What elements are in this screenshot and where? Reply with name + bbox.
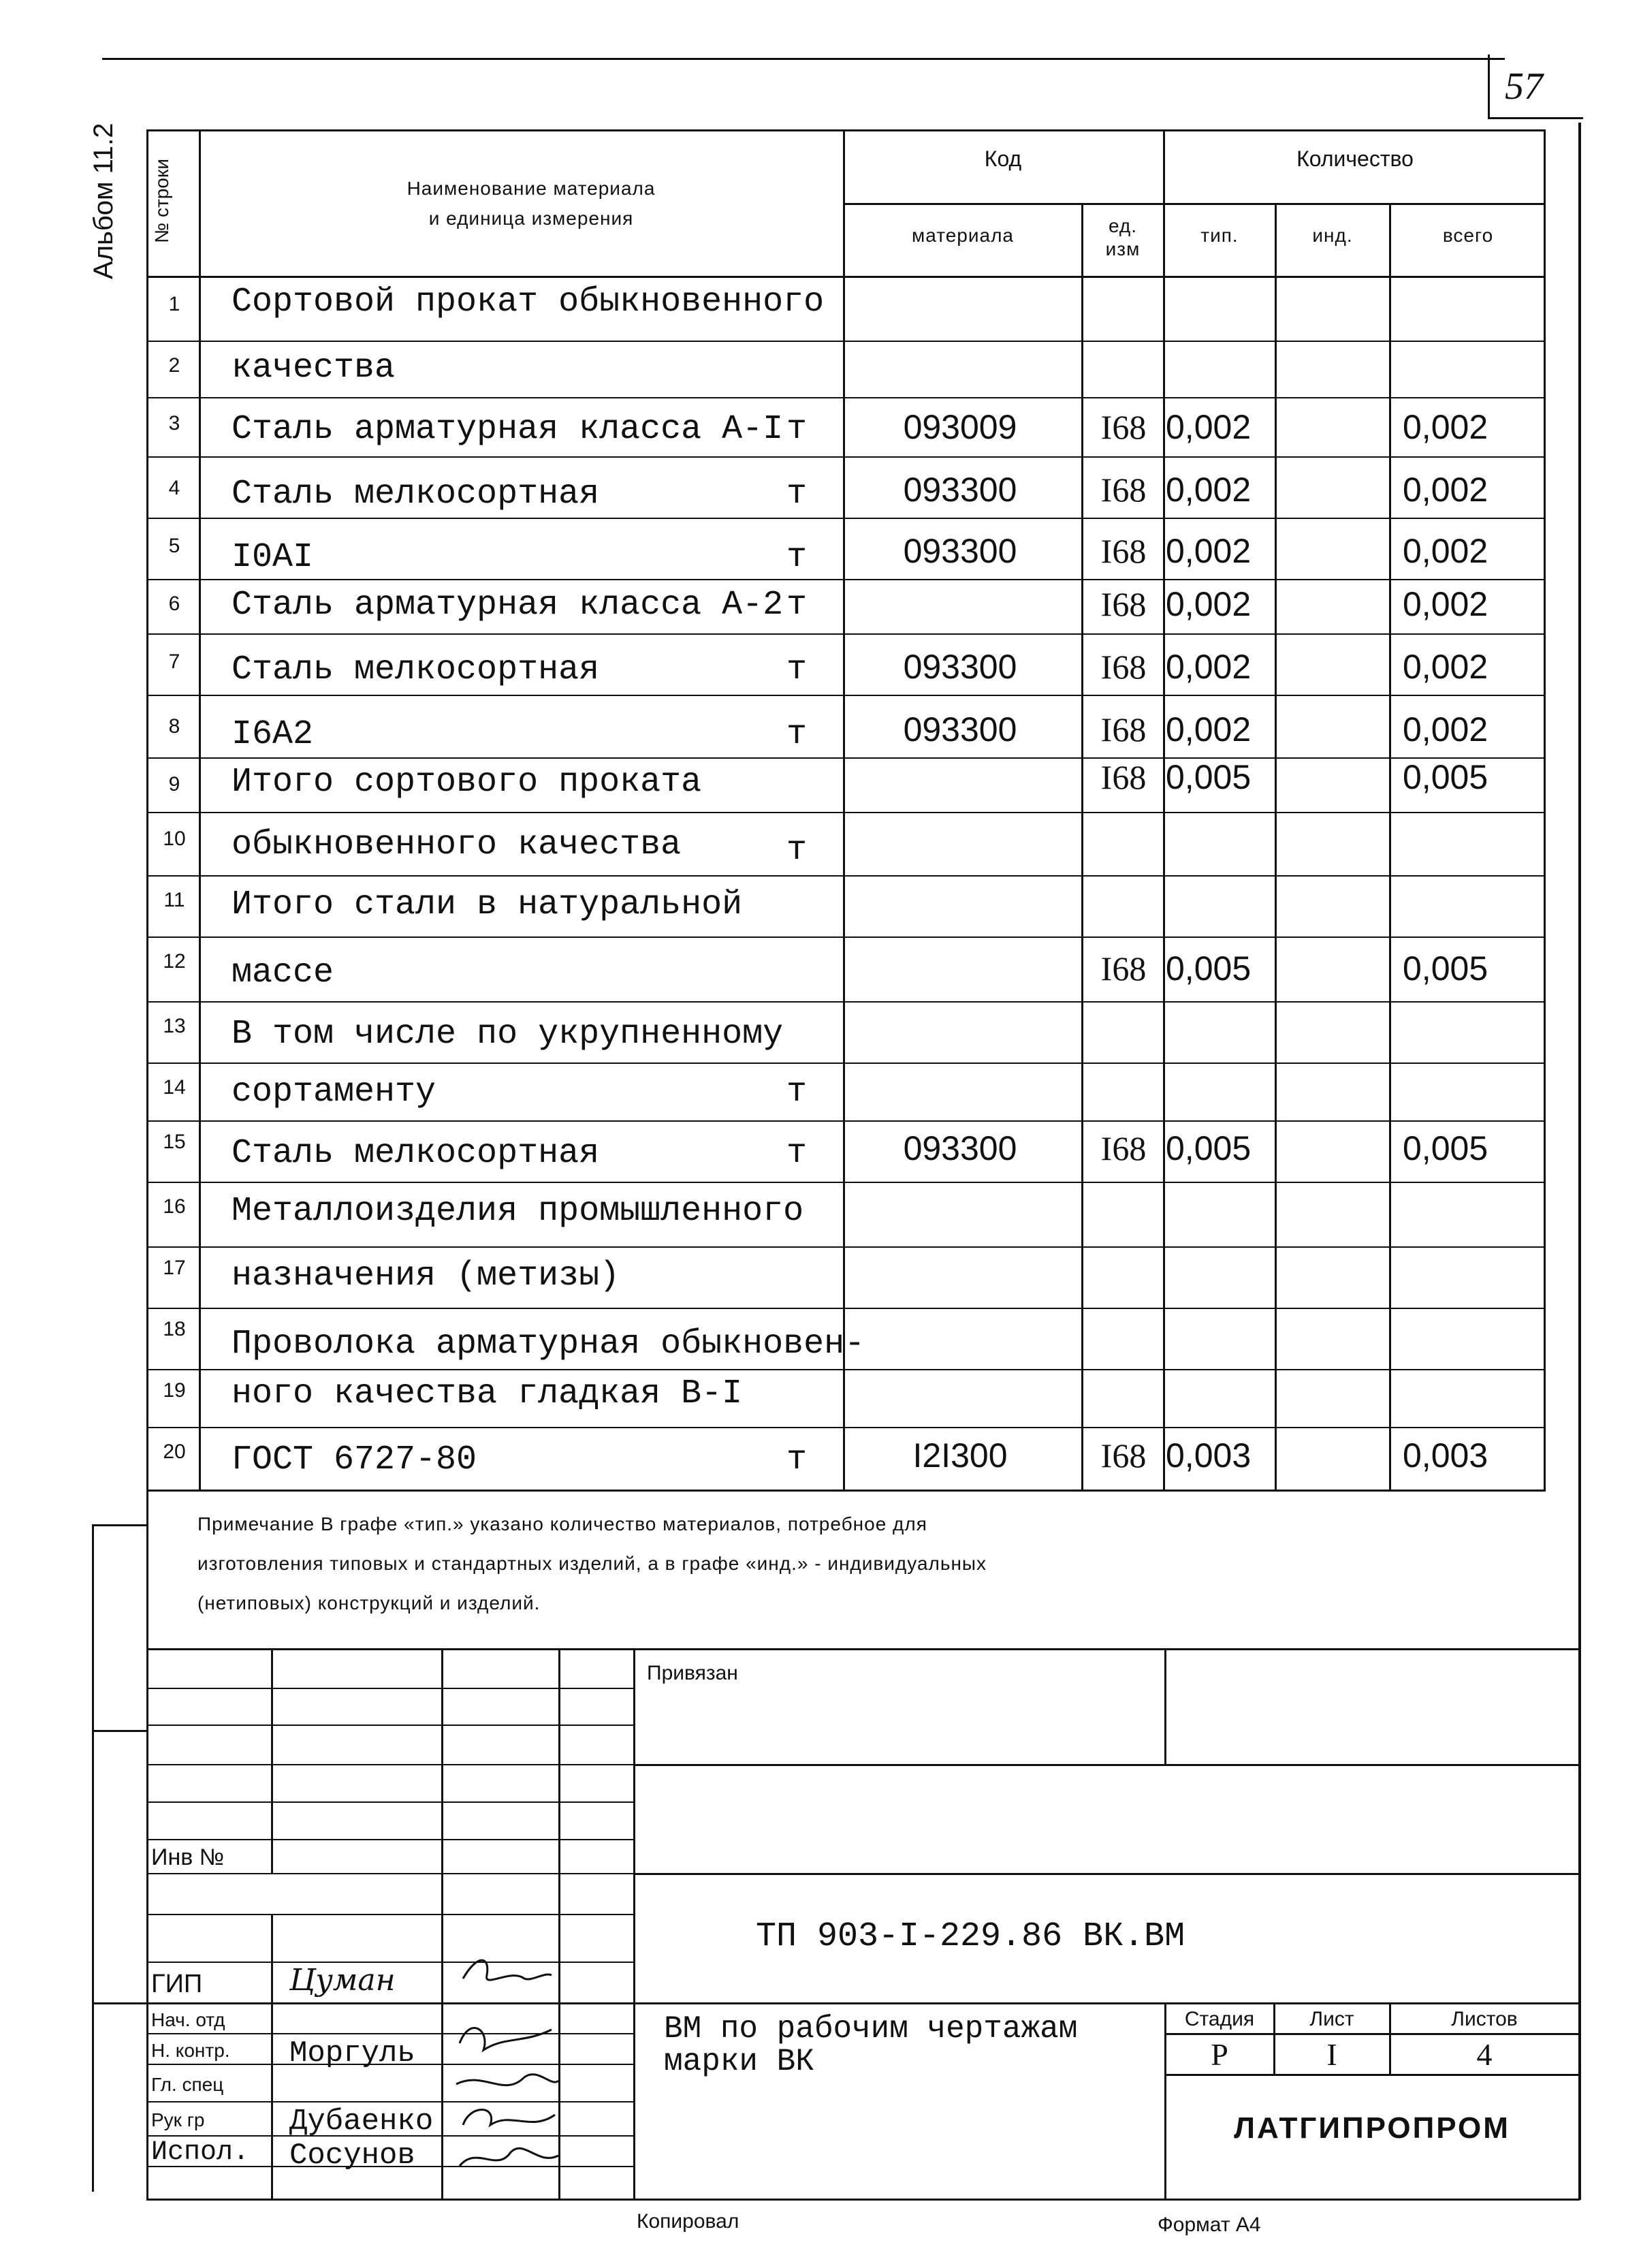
row-name: Итого стали в натуральной	[232, 885, 743, 924]
header-subline	[843, 203, 1546, 205]
row-name: Металлоизделия промышленного	[232, 1192, 804, 1231]
row-line	[146, 1001, 1546, 1003]
row-line	[146, 633, 1546, 635]
stamp-row-line	[146, 1688, 633, 1689]
row-qty-total: 0,005	[1403, 1129, 1488, 1167]
row-unit: т	[786, 538, 807, 577]
stamp-row-line	[146, 1764, 633, 1765]
row-name: В том числе по укрупненному	[232, 1015, 784, 1054]
row-qty-total: 0,005	[1403, 949, 1488, 988]
stamp-line	[633, 2002, 1580, 2004]
row-number: 15	[163, 1131, 186, 1153]
footer-format: Формат А4	[1158, 2214, 1261, 2236]
stamp-row-line	[146, 1914, 633, 1915]
row-name: обыкновенного качества	[232, 825, 682, 864]
row-line	[146, 579, 1546, 580]
role-gip: ГИП	[151, 1970, 203, 1998]
stamp-line	[633, 1873, 1580, 1875]
row-name: Сталь мелкосортная	[232, 1134, 600, 1173]
row-line	[146, 695, 1546, 696]
page-number: 57	[1505, 65, 1543, 108]
binding-line	[92, 1524, 146, 1526]
row-number: 18	[163, 1318, 186, 1340]
row-unit: т	[786, 475, 807, 514]
stamp-stage-label: Стадия	[1184, 2008, 1255, 2030]
row-name: Сталь арматурная класса А-2	[232, 586, 784, 625]
row-code: 093300	[903, 471, 1017, 509]
row-line	[146, 341, 1546, 342]
row-line	[146, 1246, 1546, 1248]
row-number: 9	[168, 773, 180, 796]
header-qty-typ: тип.	[1200, 225, 1239, 246]
stamp-line	[1164, 2033, 1580, 2035]
row-number: 14	[163, 1076, 186, 1099]
stamp-stage: Р	[1211, 2037, 1228, 2072]
row-unit: т	[786, 1073, 807, 1112]
row-qty-typ: 0,005	[1166, 1129, 1252, 1167]
stamp-left-border	[146, 1492, 148, 2200]
row-unit-code: I68	[1100, 532, 1147, 570]
row-qty-total: 0,002	[1403, 585, 1488, 623]
row-number: 17	[163, 1257, 186, 1279]
row-qty-typ: 0,002	[1166, 648, 1252, 686]
row-unit: т	[786, 586, 807, 625]
row-line	[146, 812, 1546, 813]
row-name: Сталь мелкосортная	[232, 475, 600, 514]
stamp-organization: ЛАТГИПРОПРОМ	[1234, 2111, 1510, 2145]
row-qty-total: 0,002	[1403, 532, 1488, 570]
row-qty-typ: 0,003	[1166, 1436, 1252, 1475]
stamp-doc-code: ТП 903-I-229.86 ВК.ВМ	[756, 1917, 1185, 1956]
binding-line	[92, 1730, 146, 1732]
note-line-1: Примечание В графе «тип.» указано количество материалов, потребное для	[197, 1513, 927, 1534]
row-line	[146, 1427, 1546, 1428]
row-code: 093300	[903, 1129, 1017, 1167]
row-unit-code: I68	[1100, 408, 1147, 446]
row-line	[146, 1062, 1546, 1064]
stamp-line	[1164, 2074, 1580, 2076]
stamp-col	[633, 1648, 635, 2199]
stamp-row-line	[146, 1873, 633, 1874]
row-number: 2	[168, 354, 180, 377]
row-line	[146, 875, 1546, 877]
name-norm-control: Моргуль	[289, 2036, 415, 2070]
row-line	[146, 936, 1546, 938]
note-line-3: (нетиповых) конструкций и изделий.	[197, 1592, 541, 1613]
row-line	[146, 1308, 1546, 1309]
stamp-bottom-line	[146, 2199, 1580, 2201]
row-line	[146, 1369, 1546, 1370]
page-number-box-left	[1488, 54, 1490, 119]
row-unit-code: I68	[1100, 710, 1147, 749]
page-number-box-bottom	[1488, 117, 1583, 119]
stamp-col	[1164, 1648, 1166, 1764]
row-unit-code: I68	[1100, 949, 1147, 988]
stamp-row-line	[146, 1724, 633, 1726]
row-name: ГОСТ 6727-80	[232, 1440, 477, 1479]
stamp-privyazan: Привязан	[647, 1662, 738, 1684]
row-name: качества	[232, 349, 396, 388]
row-unit-code: I68	[1100, 1129, 1147, 1167]
stamp-row-line	[146, 1801, 633, 1803]
row-number: 3	[168, 412, 180, 435]
album-label: Альбом 11.2	[89, 123, 118, 279]
row-unit: т	[786, 831, 807, 870]
row-unit-code: I68	[1100, 758, 1147, 796]
row-line	[146, 397, 1546, 398]
row-unit: т	[786, 1440, 807, 1479]
role-executor: Испол.	[151, 2137, 250, 2168]
row-number: 10	[163, 828, 186, 850]
header-code: Код	[984, 146, 1022, 171]
stamp-sheets-label: Листов	[1451, 2008, 1518, 2030]
row-qty-typ: 0,002	[1166, 408, 1252, 446]
header-code-unit: ед. изм	[1105, 215, 1141, 259]
row-line	[146, 518, 1546, 519]
row-unit: т	[786, 650, 807, 689]
row-line	[146, 757, 1546, 759]
row-number: 13	[163, 1015, 186, 1037]
col-line-rowno	[199, 129, 201, 1492]
row-qty-total: 0,005	[1403, 758, 1488, 796]
name-executor: Сосунов	[289, 2139, 415, 2173]
row-code: 093300	[903, 532, 1017, 570]
row-qty-total: 0,003	[1403, 1436, 1488, 1475]
binding-line	[92, 1524, 94, 2192]
top-rule	[102, 58, 1505, 60]
stamp-inv-no: Инв №	[151, 1844, 225, 1870]
row-name: Итого сортового проката	[232, 763, 702, 802]
row-number: 8	[168, 715, 180, 738]
row-code: 093300	[903, 710, 1017, 749]
row-name: сортаменту	[232, 1073, 436, 1112]
row-number: 12	[163, 950, 186, 973]
stamp-top-line	[146, 1648, 1580, 1650]
row-qty-total: 0,002	[1403, 471, 1488, 509]
row-name: Сортовой прокат обыкновенного	[232, 283, 825, 321]
header-code-material: материала	[912, 225, 1014, 246]
row-qty-total: 0,002	[1403, 710, 1488, 749]
stamp-col	[1164, 2002, 1166, 2200]
row-qty-typ: 0,002	[1166, 532, 1252, 570]
row-line	[146, 456, 1546, 458]
row-unit: т	[786, 715, 807, 754]
row-unit: т	[786, 410, 807, 449]
row-unit-code: I68	[1100, 471, 1147, 509]
row-line	[146, 1120, 1546, 1122]
row-name: массе	[232, 954, 334, 992]
row-code: I2I300	[912, 1436, 1008, 1475]
role-head-dept: Нач. отд	[151, 2009, 225, 2030]
row-number: 11	[163, 889, 185, 911]
role-chief-spec: Гл. спец	[151, 2074, 224, 2095]
row-code: 093009	[903, 408, 1017, 446]
name-gip: Цуман	[289, 1963, 396, 1998]
row-name: Сталь мелкосортная	[232, 650, 600, 689]
row-qty-typ: 0,002	[1166, 471, 1252, 509]
row-qty-typ: 0,005	[1166, 758, 1252, 796]
signatures	[449, 1948, 565, 2193]
right-border	[1578, 123, 1581, 2200]
row-number: 5	[168, 535, 180, 557]
row-qty-typ: 0,002	[1166, 585, 1252, 623]
stamp-col	[271, 1914, 273, 2200]
row-name: ного качества гладкая В-I	[232, 1374, 743, 1413]
row-number: 4	[168, 477, 180, 499]
row-unit-code: I68	[1100, 648, 1147, 686]
row-code: 093300	[903, 648, 1017, 686]
stamp-line	[633, 1764, 1580, 1766]
note-line-2: изготовления типовых и стандартных изделий, а в графе «инд.» - индивидуальных	[197, 1553, 987, 1574]
col-line-unit	[1163, 129, 1165, 1492]
row-name: Проволока арматурная обыкновен-	[232, 1325, 865, 1364]
stamp-sheets: 4	[1476, 2037, 1493, 2072]
footer-copied: Копировал	[637, 2210, 739, 2233]
header-qty-total: всего	[1442, 225, 1494, 246]
row-number: 6	[168, 593, 180, 615]
row-number: 19	[163, 1379, 186, 1402]
row-qty-typ: 0,002	[1166, 710, 1252, 749]
header-bottom-line	[146, 276, 1546, 278]
row-unit-code: I68	[1100, 585, 1147, 623]
row-name: I6A2	[232, 715, 314, 754]
header-quantity: Количество	[1296, 146, 1414, 171]
row-name: назначения (метизы)	[232, 1257, 620, 1295]
row-qty-total: 0,002	[1403, 408, 1488, 446]
header-qty-ind: инд.	[1312, 225, 1353, 246]
row-unit: т	[786, 1134, 807, 1173]
stamp-sheet-label: Лист	[1309, 2008, 1354, 2030]
col-line-name	[843, 129, 845, 1492]
row-number: 1	[168, 293, 180, 315]
header-name: Наименование материала и единица измерения	[407, 178, 656, 229]
row-name: Сталь арматурная класса А-I	[232, 410, 784, 449]
row-name: I0AI	[232, 538, 314, 577]
row-number: 16	[163, 1195, 186, 1218]
row-number: 7	[168, 650, 180, 673]
stamp-title: ВМ по рабочим чертажам марки ВК	[664, 2011, 1078, 2079]
stamp-sheet: I	[1326, 2037, 1337, 2072]
role-group-lead: Рук гр	[151, 2109, 205, 2130]
row-qty-typ: 0,005	[1166, 949, 1252, 988]
row-qty-total: 0,002	[1403, 648, 1488, 686]
header-row-no: № строки	[151, 159, 172, 243]
stamp-row-line	[146, 1839, 633, 1840]
name-group-lead: Дубаенко	[289, 2105, 434, 2139]
stamp-col	[441, 1648, 443, 2199]
row-line	[146, 1182, 1546, 1183]
row-number: 20	[163, 1440, 186, 1463]
row-unit-code: I68	[1100, 1436, 1147, 1475]
role-norm-control: Н. контр.	[151, 2040, 230, 2061]
